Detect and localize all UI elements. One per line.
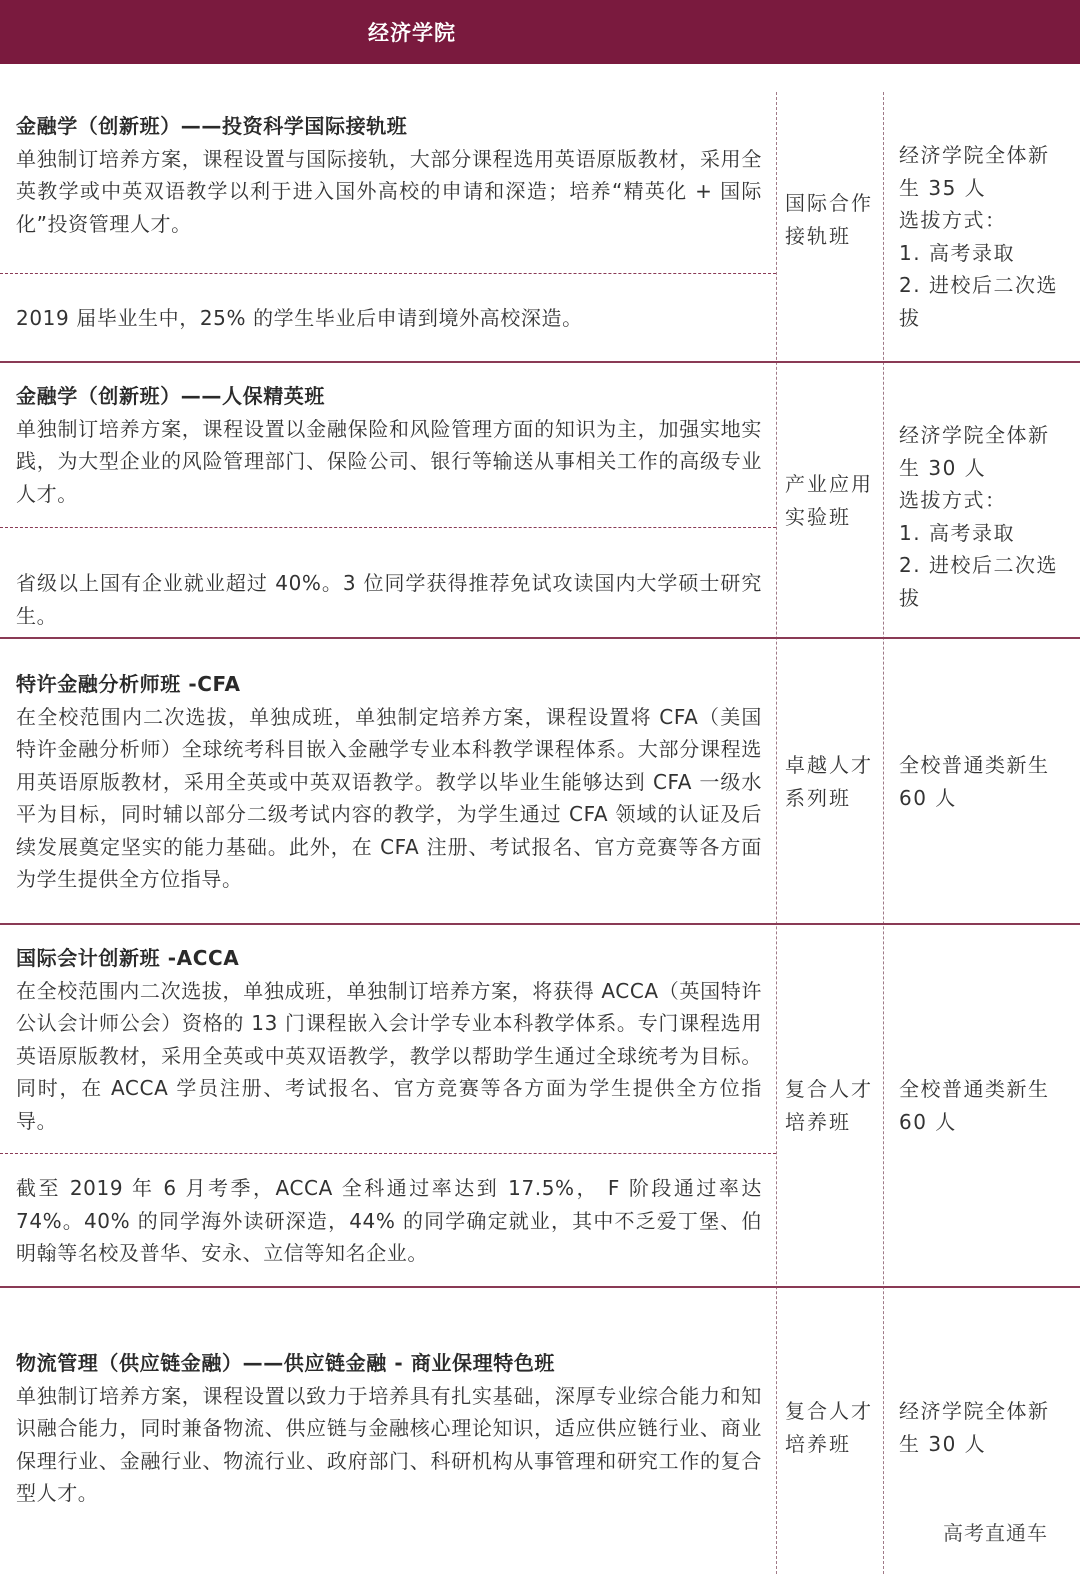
enrollment-info [899, 419, 1065, 614]
enrollment-info [899, 1395, 1065, 1460]
program-body: 单独制订培养方案，课程设置与国际接轨，大部分课程选用英语原版教材，采用全英教学或中英双语教学以利于进入国外高校的申请和深造；培养“精英化 + 国际化”投资管理人才。 [16, 146, 762, 236]
class-type: 复合人才培养班 [785, 1399, 873, 1456]
row-divider [0, 923, 1080, 925]
column-divider [776, 92, 777, 1574]
class-type: 复合人才培养班 [785, 1077, 873, 1134]
program-body: 在全校范围内二次选拔，单独成班，单独制订培养方案，将获得 ACCA（英国特许公认会计师公会）资格的 13 门课程嵌入会计学专业本科教学体系。专门课程选用英语原版教材，采用全英或中英双语教学，教学以帮助学生通过全球统考为目标。同时，在 ACCA 学员注册、考试报名、官方竞赛等各方面为学生提供全方位指导。 [16, 978, 762, 1133]
program-outcome: 2019 届毕业生中，25% 的学生毕业后申请到境外高校深造。 [16, 306, 583, 330]
selection-label: 选拔方式： [899, 488, 1007, 512]
row-subdivider [0, 527, 776, 528]
program-body: 单独制订培养方案，课程设置以金融保险和风险管理方面的知识为主，加强实地实践，为大型企业的风险管理部门、保险公司、银行等输送从事相关工作的高级专业人才。 [16, 416, 762, 506]
table-header [0, 0, 1080, 64]
enrollment-quota: 全校普通类新生 60 人 [899, 1077, 1050, 1134]
enrollment-info [899, 139, 1065, 334]
row-divider [0, 637, 1080, 639]
row-divider [0, 361, 1080, 363]
header-title: 经济学院 [368, 21, 456, 45]
program-title: 金融学（创新班）——投资科学国际接轨班 [16, 114, 408, 138]
program-title: 特许金融分析师班 -CFA [16, 672, 241, 696]
program-description [16, 110, 762, 240]
program-body: 单独制订培养方案，课程设置以致力于培养具有扎实基础，深厚专业综合能力和知识融合能力，同时兼备物流、供应链与金融核心理论知识，适应供应链行业、商业保理行业、金融行业、物流行业、政府部门、科研机构从事管理和研究工作的复合型人才。 [16, 1383, 762, 1505]
selection-step: 1. 高考录取 [899, 240, 1015, 265]
row-subdivider [0, 273, 776, 274]
watermark-text: 高考直通车 [943, 1521, 1048, 1545]
selection-step: 2. 进校后二次选拔 [899, 273, 1058, 330]
enrollment-quota: 经济学院全体新生 30 人 [899, 1399, 1050, 1456]
program-description [16, 668, 762, 896]
program-body: 在全校范围内二次选拔，单独成班，单独制定培养方案，课程设置将 CFA（美国特许金融分析师）全球统考科目嵌入金融学专业本科教学课程体系。大部分课程选用英语原版教材，采用全英或中英双语教学。教学以毕业生能够达到 CFA 一级水平为目标，同时辅以部分二级考试内容的教学，为学生通过 CFA 领域的认证及后续发展奠定坚实的能力基础。此外，在 CFA 注册、考试报名、官方竞赛等各方面为学生提供全方位指导。 [16, 704, 762, 891]
column-divider [883, 92, 884, 1574]
program-title: 国际会计创新班 -ACCA [16, 946, 240, 970]
program-description [16, 380, 762, 510]
enrollment-quota: 经济学院全体新生 35 人 [899, 143, 1050, 200]
enrollment-quota: 全校普通类新生 60 人 [899, 753, 1050, 810]
row-subdivider [0, 1153, 776, 1154]
class-type: 产业应用实验班 [785, 472, 873, 529]
enrollment-quota: 经济学院全体新生 30 人 [899, 423, 1050, 480]
row-divider [0, 1286, 1080, 1288]
program-outcome: 省级以上国有企业就业超过 40%。3 位同学获得推荐免试攻读国内大学硕士研究生。 [16, 571, 762, 628]
program-description [16, 1347, 762, 1510]
program-title: 金融学（创新班）——人保精英班 [16, 384, 325, 408]
enrollment-info [899, 749, 1065, 814]
selection-step: 2. 进校后二次选拔 [899, 553, 1058, 610]
selection-label: 选拔方式： [899, 208, 1007, 232]
program-title: 物流管理（供应链金融）——供应链金融 - 商业保理特色班 [16, 1351, 556, 1375]
selection-step: 1. 高考录取 [899, 520, 1015, 545]
enrollment-info [899, 1073, 1065, 1138]
class-type: 国际合作接轨班 [785, 191, 873, 248]
program-description [16, 942, 762, 1137]
class-type: 卓越人才系列班 [785, 753, 873, 810]
program-outcome: 截至 2019 年 6 月考季，ACCA 全科通过率达到 17.5%， F 阶段通过率达 74%。40% 的同学海外读研深造，44% 的同学确定就业，其中不乏爱丁堡、伯明翰等名校及普华、安永、立信等知名企业。 [16, 1176, 762, 1265]
